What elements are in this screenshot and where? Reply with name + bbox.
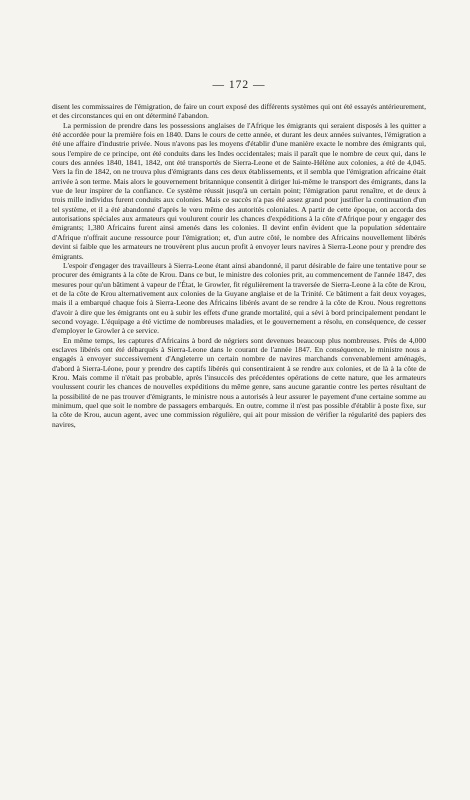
paragraph-3: L'espoir d'engager des travailleurs à Sierra-Leone étant ainsi abandonné, il parut désirable de faire une tentative pour se procurer des émigrants à la côte de Krou. Dans ce but, le ministre des colonies prit, au commencement de l'année 1847, des mesures pour qu'un bâtiment à vapeur de l'État, le Growler, fit régulièrement la traversée de Sierra-Leone à la côte de Krou, et de la côte de Krou alternativement aux colonies de la Guyane anglaise et de la Trinité. Ce bâtiment a fait deux voyages, mais il a embarqué chaque fois à Sierra-Leone des Africains libérés avant de se rendre à la côte de Krou. Nous regrettons d'avoir à dire que les émigrants ont eu à subir les effets d'une grande mortalité, qui a sévi à bord principalement pendant le second voyage. L'équipage a été victime de nombreuses maladies, et le gouvernement a résolu, en conséquence, de cesser d'employer le Growler à ce service. <box>52 260 426 336</box>
paragraph-2: La permission de prendre dans les possessions anglaises de l'Afrique les émigrants qui seraient disposés à les quitter a été accordée pour la première fois en 1840. Dans le cours de cette année, et durant les deux années suivantes, l'émigration a été une affaire d'industrie privée. Nous n'avons pas les moyens d'établir d'une manière exacte le nombre des émigrants qui, sous l'empire de ce principe, ont été conduits dans les Indes occidentales; mais il paraît que le nombre de ceux qui, dans le cours des années 1840, 1841, 1842, ont été transportés de Sierra-Leone et de Sainte-Hélène aux colonies, a été de 4,045. Vers la fin de 1842, on ne trouva plus d'émigrants dans ces deux établissements, et il sembla que l'émigration africaine était arrivée à son terme. Mais alors le gouvernement britannique consentit à diriger lui-même le transport des émigrants, dans la vue de leur inspirer de la confiance. Ce système réussit jusqu'à un certain point; l'émigration parut renaître, et de deux à trois mille individus furent conduits aux colonies. Mais ce succès n'a pas été assez grand pour justifier la continuation d'un tel système, et il a été abandonné d'après le vœu même des autorités coloniales. A partir de cette époque, on accorda des autorisations spéciales aux armateurs qui voulurent courir les chances d'expéditions à la côte d'Afrique pour y engager des émigrants; 1,380 Africains furent ainsi amenés dans les colonies. Il devint enfin évident que la population sédentaire d'Afrique n'offrait aucune ressource pour l'émigration; et, d'un autre côté, le nombre des Africains nouvellement libérés devint si faible que les armateurs ne trouvèrent plus aucun profit à envoyer leurs navires à Sierra-Leone pour y prendre des émigrants. <box>52 120 426 261</box>
paragraph-4: En même temps, les captures d'Africains à bord de négriers sont devenues beaucoup plus nombreuses. Près de 4,000 esclaves libérés ont été débarqués à Sierra-Leone dans le courant de l'année 1847. En conséquence, le ministre nous a engagés à envoyer successivement d'Angleterre un certain nombre de navires marchands convenablement aménagés, d'abord à Sierra-Léone, pour y prendre des captifs libérés qui consentiraient à se rendre aux colonies, et de là à la côte de Krou. Mais comme il n'était pas probable, après l'insuccès des précédentes opérations de cette nature, que les armateurs voulussent courir les chances de nouvelles expéditions du même genre, sans aucune garantie contre les pertes résultant de la possibilité de ne pas trouver d'émigrants, le ministre nous a autorisés à leur assurer le payement d'une certaine somme au minimum, quel que soit le nombre de passagers embarqués. En outre, comme il n'est pas possible d'établir à poste fixe, sur la côte de Krou, aucun agent, avec une commission régulière, qui ait pour mission de vérifier la régularité des papiers des navires, <box>52 335 426 429</box>
body-text <box>52 102 426 429</box>
page-number: — 172 — <box>212 79 266 91</box>
paragraph-1: disent les commissaires de l'émigration, de faire un court exposé des différents systèmes qui ont été essayés antérieurement, et des circonstances qui en ont déterminé l'abandon. <box>52 102 426 121</box>
